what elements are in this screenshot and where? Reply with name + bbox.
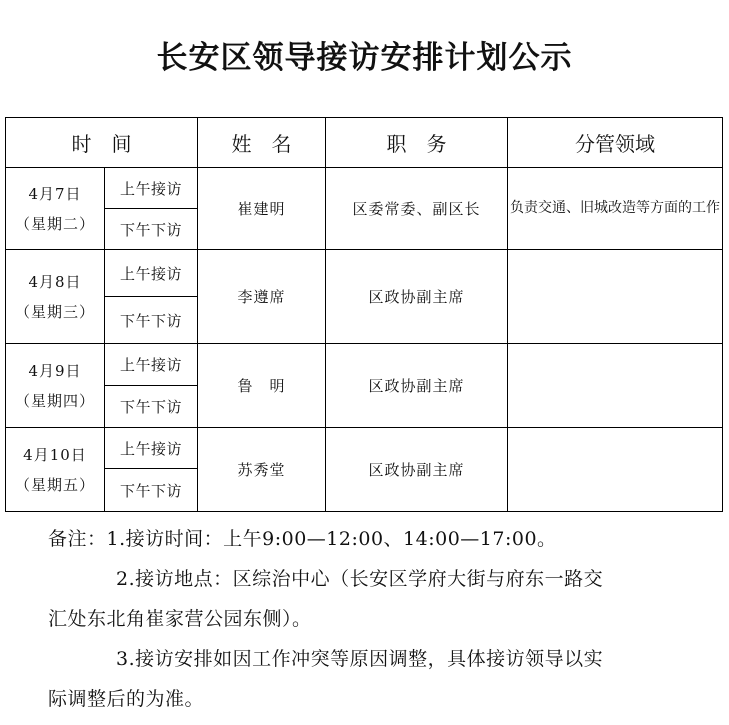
leader-position: 区政协副主席 bbox=[326, 250, 508, 344]
note-2 bbox=[48, 565, 688, 633]
note-2-line-b: 汇处东北角崔家营公园东侧）。 bbox=[48, 608, 312, 630]
note-3 bbox=[48, 645, 688, 713]
afternoon-session: 下午下访 bbox=[105, 209, 198, 250]
date-cell bbox=[6, 344, 105, 428]
weekday-text: （星期二） bbox=[14, 214, 95, 233]
morning-session: 上午接访 bbox=[105, 344, 198, 386]
date-text: 4月10日 bbox=[23, 445, 87, 464]
morning-session: 上午接访 bbox=[105, 428, 198, 469]
header-time: 时 间 bbox=[6, 118, 198, 168]
leader-name: 苏秀堂 bbox=[198, 428, 326, 512]
table-row bbox=[6, 168, 723, 209]
weekday-text: （星期三） bbox=[14, 302, 95, 321]
note-3-line-a: 3.接访安排如因工作冲突等原因调整，具体接访领导以实 bbox=[116, 648, 604, 670]
table-row bbox=[6, 250, 723, 297]
afternoon-session: 下午下访 bbox=[105, 297, 198, 344]
schedule-table bbox=[5, 117, 723, 512]
afternoon-session: 下午下访 bbox=[105, 469, 198, 512]
date-cell bbox=[6, 168, 105, 250]
page-title: 长安区领导接访安排计划公示 bbox=[156, 40, 573, 76]
date-cell bbox=[6, 250, 105, 344]
date-text: 4月9日 bbox=[28, 361, 82, 380]
date-cell bbox=[6, 428, 105, 512]
leader-name: 鲁 明 bbox=[198, 344, 326, 428]
leader-name: 崔建明 bbox=[198, 168, 326, 250]
header-area: 分管领域 bbox=[508, 118, 723, 168]
afternoon-session: 下午下访 bbox=[105, 386, 198, 428]
leader-position: 区政协副主席 bbox=[326, 428, 508, 512]
morning-session: 上午接访 bbox=[105, 168, 198, 209]
header-name: 姓 名 bbox=[198, 118, 326, 168]
note-1: 备注：1.接访时间：上午9:00—12:00、14:00—17:00。 bbox=[48, 528, 557, 550]
notes-section bbox=[48, 525, 688, 725]
morning-session: 上午接访 bbox=[105, 250, 198, 297]
leader-area bbox=[508, 250, 723, 344]
date-text: 4月7日 bbox=[28, 184, 82, 203]
header-position: 职 务 bbox=[326, 118, 508, 168]
date-text: 4月8日 bbox=[28, 272, 82, 291]
note-3-line-b: 际调整后的为准。 bbox=[48, 688, 205, 710]
weekday-text: （星期四） bbox=[14, 391, 95, 410]
table-header-row bbox=[6, 118, 723, 168]
leader-position: 区委常委、副区长 bbox=[326, 168, 508, 250]
leader-name: 李遵席 bbox=[198, 250, 326, 344]
note-2-line-a: 2.接访地点：区综治中心（长安区学府大街与府东一路交 bbox=[116, 568, 604, 590]
leader-area bbox=[508, 344, 723, 428]
table-row bbox=[6, 344, 723, 386]
leader-position: 区政协副主席 bbox=[326, 344, 508, 428]
weekday-text: （星期五） bbox=[14, 475, 95, 494]
leader-area bbox=[508, 428, 723, 512]
leader-area: 负责交通、旧城改造等方面的工作 bbox=[508, 168, 723, 250]
table-row bbox=[6, 428, 723, 469]
